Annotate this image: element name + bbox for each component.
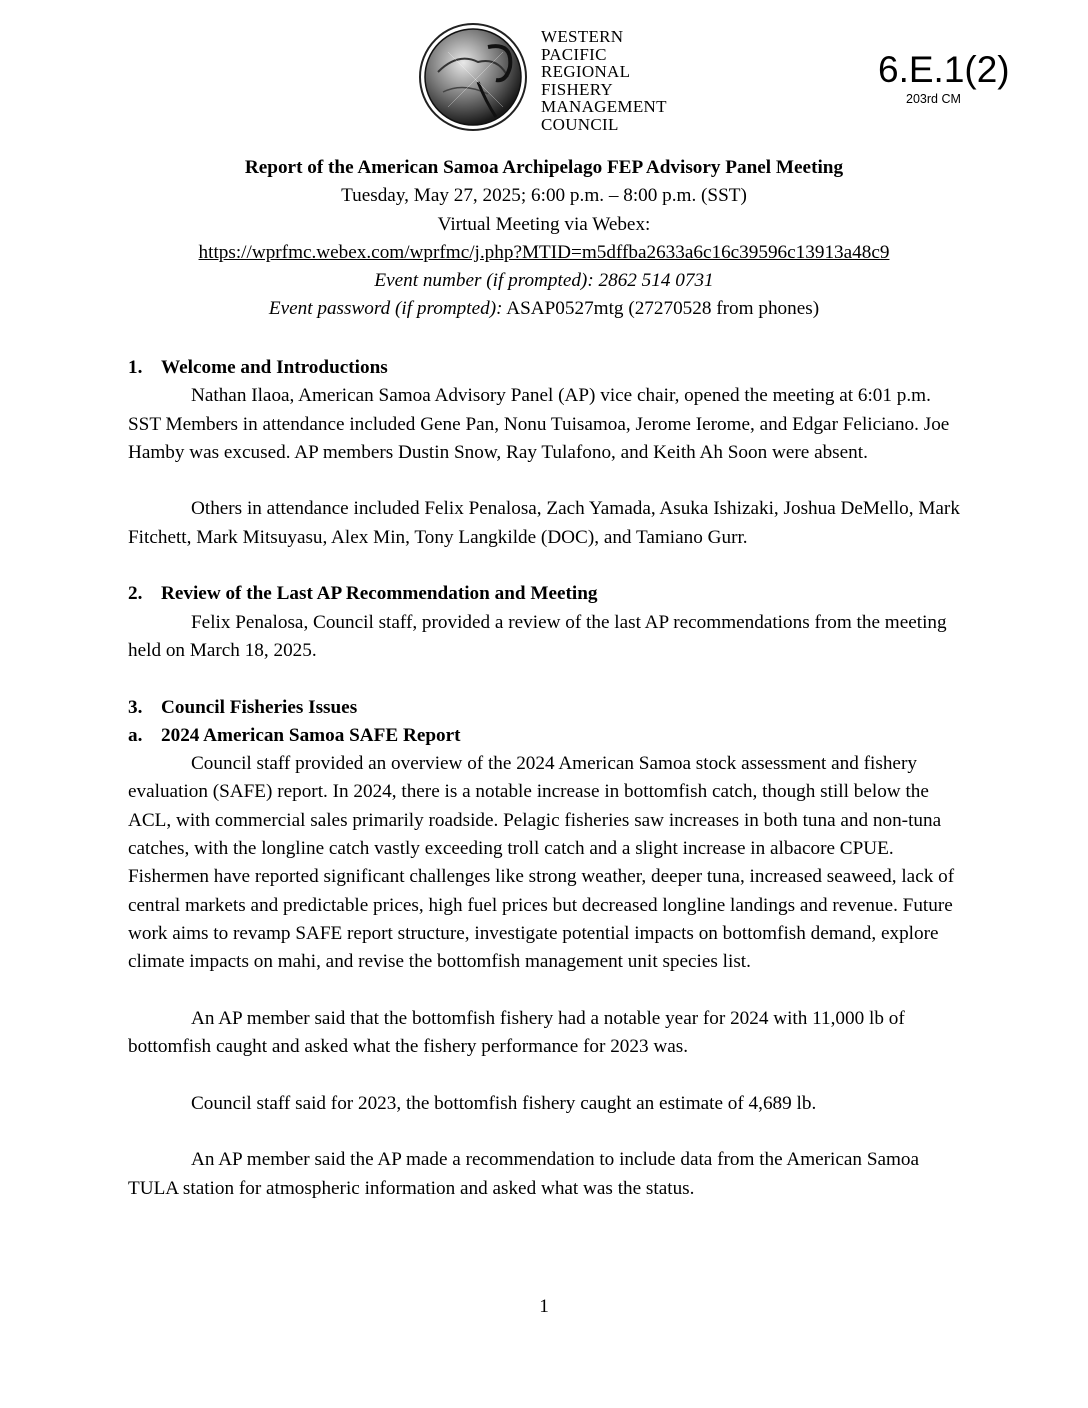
- section-title: Welcome and Introductions: [161, 357, 388, 378]
- section-number: 3.: [128, 696, 143, 718]
- report-title: Report of the American Samoa Archipelago FEP Advisory Panel Meeting: [244, 157, 844, 178]
- event-number: Event number (if prompted): 2862 514 0731: [374, 270, 714, 292]
- report-body: [128, 354, 963, 1203]
- document-id: 6.E.1(2): [878, 49, 1010, 90]
- meeting-number: 203rd CM: [906, 92, 961, 106]
- meeting-date: Tuesday, May 27, 2025; 6:00 p.m. – 8:00 p.m. (SST): [341, 185, 747, 207]
- password-label: Event password (if prompted):: [268, 298, 503, 320]
- event-password: [0, 295, 1088, 323]
- logo-line: MANAGEMENT: [541, 97, 667, 116]
- password-value: ASAP0527mtg (27270528 from phones): [502, 298, 820, 320]
- report-header: [0, 154, 1088, 324]
- subsection-letter: a.: [128, 724, 143, 746]
- council-logo-text: [541, 28, 667, 133]
- paragraph: Nathan Ilaoa, American Samoa Advisory Panel (AP) vice chair, opened the meeting at 6:01 p.m. SST Members in attendance included Gene Pan, Nonu Tuisamoa, Jerome Ierome, and Edgar Feliciano. Joe Hamby was excused. AP members Dustin Snow, Ray Tulafono, and Keith Ah Soon were absent.: [128, 385, 950, 463]
- section-1-heading: [128, 354, 963, 382]
- subsection-a-heading: [128, 722, 963, 750]
- logo-line: REGIONAL: [541, 62, 631, 81]
- paragraph: An AP member said the AP made a recommendation to include data from the American Samoa TULA station for atmospheric information and asked what was the status.: [128, 1149, 920, 1199]
- page-number: 1: [539, 1296, 549, 1317]
- section-title: Council Fisheries Issues: [161, 696, 358, 718]
- meeting-venue: Virtual Meeting via Webex:: [437, 213, 651, 235]
- section-3-heading: [128, 694, 963, 722]
- subsection-title: 2024 American Samoa SAFE Report: [161, 724, 461, 746]
- section-number: 1.: [128, 357, 143, 378]
- paragraph: Felix Penalosa, Council staff, provided a review of the last AP recommendations from the meeting held on March 18, 2025.: [128, 611, 947, 661]
- paragraph: Council staff said for 2023, the bottomfish fishery caught an estimate of 4,689 lb.: [191, 1092, 817, 1114]
- paragraph: An AP member said that the bottomfish fishery had a notable year for 2024 with 11,000 lb of bottomfish caught and asked what the fishery performance for 2023 was.: [128, 1007, 905, 1058]
- webex-link[interactable]: https://wprfmc.webex.com/wprfmc/j.php?MTID=m5dffba2633a6c16c39596c13913a48c9: [198, 241, 890, 263]
- section-2-heading: [128, 580, 963, 608]
- section-title: Review of the Last AP Recommendation and Meeting: [161, 583, 598, 605]
- paragraph: Others in attendance included Felix Penalosa, Zach Yamada, Asuka Ishizaki, Joshua DeMello, Mark Fitchett, Mark Mitsuyasu, Alex Min, Tony Langkilde (DOC), and Tamiano Gurr.: [128, 498, 960, 548]
- logo-line: WESTERN: [541, 27, 624, 46]
- section-number: 2.: [128, 583, 143, 605]
- logo-line: FISHERY: [541, 79, 614, 99]
- globe-seal-icon: [418, 22, 528, 132]
- paragraph: Council staff provided an overview of the 2024 American Samoa stock assessment and fishery evaluation (SAFE) report. In 2024, there is a notable increase in bottomfish catch, though still below the ACL, with commercial sales primarily roadside. Pelagic fisheries saw increases in both tuna and non-tuna catches, with the longline catch vastly exceeding troll catch and a slight increase in albacore CPUE. Fishermen have reported significant challenges like strong weather, deeper tuna, increased seaweed, lack of central markets and predictable prices, high fuel prices but decreased longline landings and revenue. Future work aims to revamp SAFE report structure, investigate potential impacts on bottomfish demand, explore climate impacts on mahi, and revise the bottomfish management unit species list.: [128, 753, 955, 973]
- logo-line: COUNCIL: [541, 114, 619, 134]
- logo-line: PACIFIC: [541, 44, 607, 64]
